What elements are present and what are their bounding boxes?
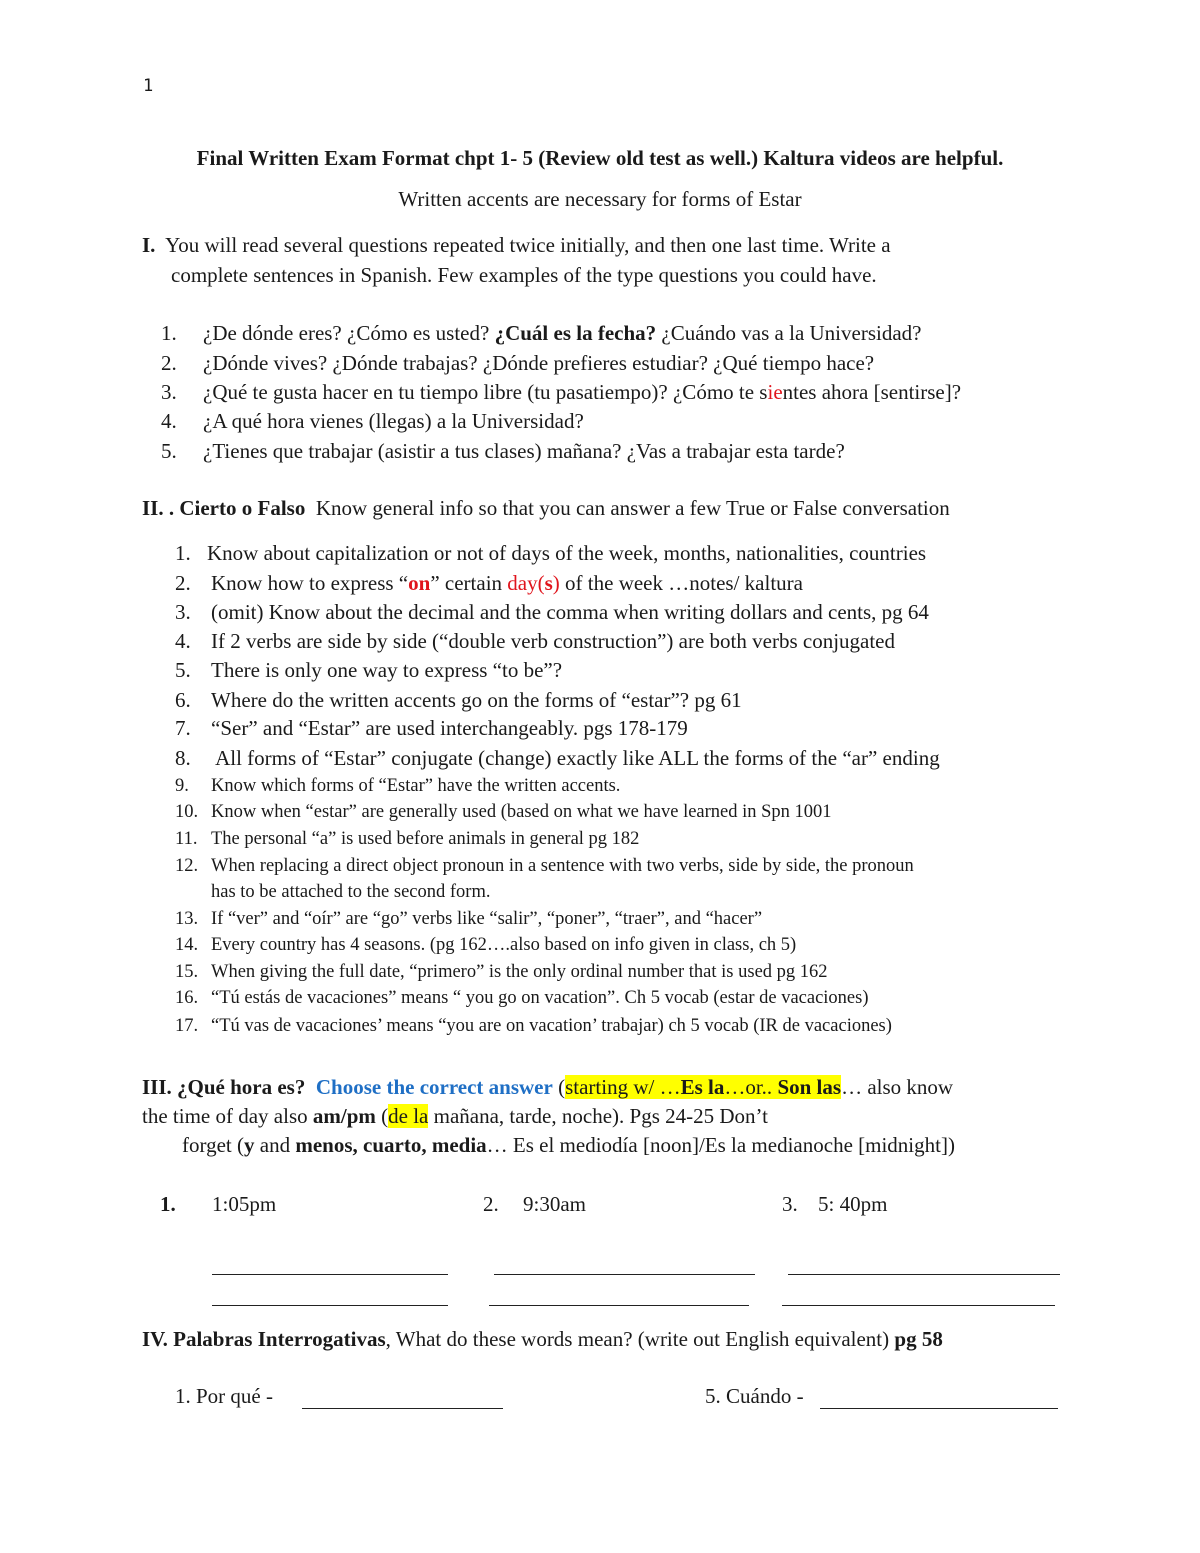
question-word-1: 1. Por qué -: [175, 1384, 273, 1408]
list-item: 5. ¿Tienes que trabajar (asistir a tus clases) mañana? ¿Vas a trabajar esta tarde?: [161, 439, 845, 463]
list-item: 1. Know about capitalization or not of days of the week, months, nationalities, countries: [175, 541, 927, 565]
list-item: 12. When replacing a direct object pronoun in a sentence with two verbs, side by side, the pronoun: [175, 856, 914, 876]
section1-line1: [142, 233, 891, 258]
section1-text: You will read several questions repeated twice initially, and then one last time. Write a: [165, 233, 891, 257]
answer-line[interactable]: [494, 1274, 755, 1275]
answer-line[interactable]: [820, 1408, 1058, 1409]
answer-line[interactable]: [489, 1305, 749, 1306]
list-item: 10. Know when “estar” are generally used (based on what we have learned in Spn 1001: [175, 802, 832, 822]
section3-line3: forget (y and menos, cuarto, media… Es el mediodía [noon]/Es la medianoche [midnight]): [182, 1133, 955, 1157]
list-item: 3. (omit) Know about the decimal and the comma when writing dollars and cents, pg 64: [175, 600, 929, 624]
section2-heading: II. . Cierto o Falso Know general info so that you can answer a few True or False conversation: [142, 496, 950, 520]
list-item: 1. ¿De dónde eres? ¿Cómo es usted? ¿Cuál es la fecha? ¿Cuándo vas a la Universidad?: [161, 321, 922, 345]
list-item: 2. Know how to express “on” certain day(s) of the week …notes/ kaltura: [175, 571, 803, 595]
page-subtitle: Written accents are necessary for forms of Estar: [398, 187, 802, 211]
list-item: 11. The personal “a” is used before animals in general pg 182: [175, 829, 640, 849]
time-item-3: 3. 5: 40pm: [782, 1192, 888, 1216]
list-item: 15. When giving the full date, “primero” is the only ordinal number that is used pg 162: [175, 962, 828, 982]
time-item-1: 1. 1:05pm: [160, 1192, 277, 1216]
section3-line1: III. ¿Qué hora es? Choose the correct answer (starting w/ …Es la…or.. Son las… also know: [142, 1075, 954, 1099]
list-item: 14. Every country has 4 seasons. (pg 162….also based on info given in class, ch 5): [175, 935, 797, 955]
list-item: 7. “Ser” and “Estar” are used interchangeably. pgs 178-179: [175, 716, 688, 740]
answer-line[interactable]: [212, 1274, 448, 1275]
list-item: 3. ¿Qué te gusta hacer en tu tiempo libre (tu pasatiempo)? ¿Cómo te sientes ahora [sentirse]?: [161, 380, 962, 404]
page-title: Final Written Exam Format chpt 1- 5 (Review old test as well.) Kaltura videos are helpful.: [196, 146, 1004, 170]
section1-line2: complete sentences in Spanish. Few examples of the type questions you could have.: [171, 263, 877, 287]
answer-line[interactable]: [788, 1274, 1060, 1275]
list-item: 9. Know which forms of “Estar” have the written accents.: [175, 776, 621, 796]
list-item: 4. If 2 verbs are side by side (“double verb construction”) are both verbs conjugated: [175, 629, 896, 653]
answer-line[interactable]: [212, 1305, 448, 1306]
list-item: 2. ¿Dónde vives? ¿Dónde trabajas? ¿Dónde prefieres estudiar? ¿Qué tiempo hace?: [161, 351, 875, 375]
page-number: 1: [143, 76, 154, 96]
list-item-continued: has to be attached to the second form.: [211, 882, 491, 902]
list-item: 4. ¿A qué hora vienes (llegas) a la Universidad?: [161, 409, 584, 433]
list-item: 16. “Tú estás de vacaciones” means “ you go on vacation”. Ch 5 vocab (estar de vacaciones): [175, 988, 869, 1008]
list-item: 8. All forms of “Estar” conjugate (change) exactly like ALL the forms of the “ar” ending: [175, 746, 940, 770]
list-item: 6. Where do the written accents go on the forms of “estar”? pg 61: [175, 688, 742, 712]
list-item: 5. There is only one way to express “to be”?: [175, 658, 563, 682]
section4-heading: IV. Palabras Interrogativas, What do these words mean? (write out English equivalent) pg 58: [142, 1327, 943, 1351]
answer-line[interactable]: [782, 1305, 1055, 1306]
answer-line[interactable]: [302, 1408, 503, 1409]
section1-numeral: I.: [142, 233, 156, 257]
list-item: 17. “Tú vas de vacaciones’ means “you are on vacation’ trabajar) ch 5 vocab (IR de vacaciones): [175, 1016, 892, 1036]
time-item-2: 2. 9:30am: [483, 1192, 586, 1216]
section3-line2: the time of day also am/pm (de la mañana, tarde, noche). Pgs 24-25 Don’t: [142, 1104, 768, 1128]
question-word-5: 5. Cuándo -: [705, 1384, 804, 1408]
list-item: 13. If “ver” and “oír” are “go” verbs like “salir”, “poner”, “traer”, and “hacer”: [175, 909, 763, 929]
